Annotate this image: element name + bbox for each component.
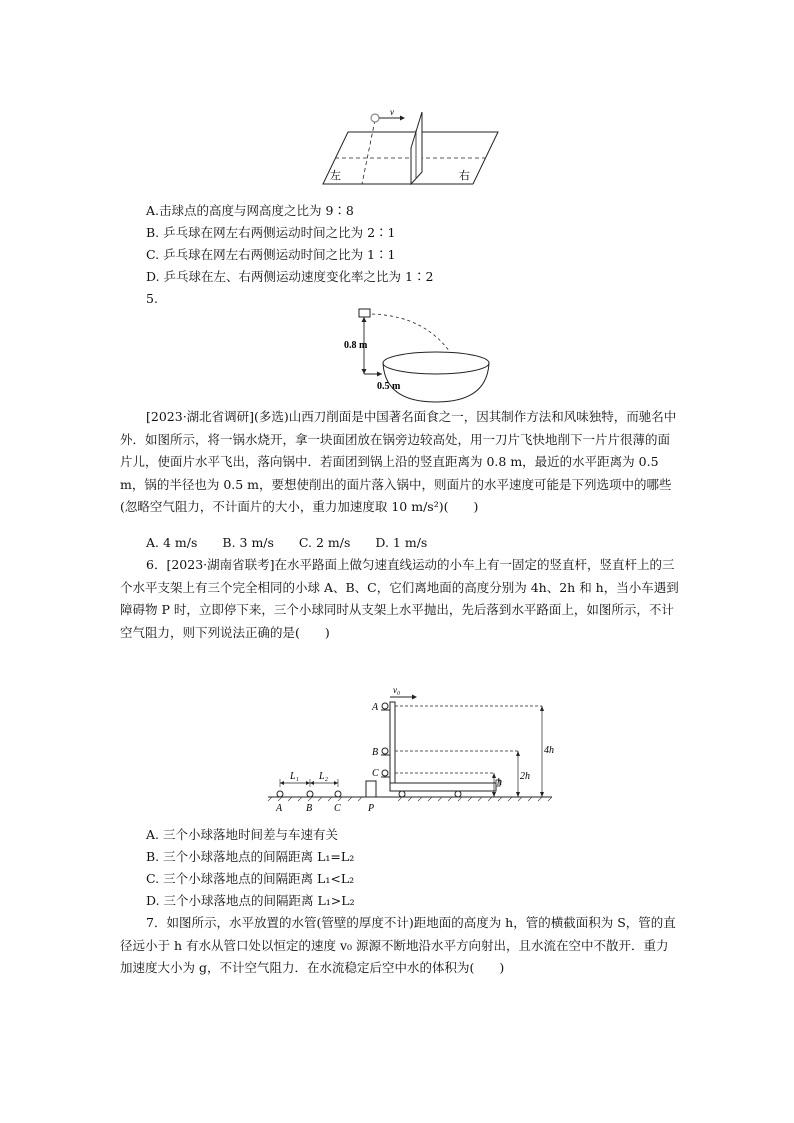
landing-label-c: C	[334, 803, 341, 814]
q6-stem: 6．[2023·湖南省联考]在水平路面上做匀速直线运动的小车上有一固定的竖直杆，竖直杆上的三个水平支架上有三个完全相同的小球 A、B、C，它们离地面的高度分别为 4h、2h 和 h，当小车遇到障碍物 P 时，立即停下来，三个小球同时从支架上水平抛出，先后落到水平路面上，如图所示，不计空气阻力，则下列说法正确的是( )	[120, 557, 679, 640]
cart-body	[390, 783, 496, 791]
ball-b	[382, 748, 388, 754]
q5-stem: [2023·湖北省调研](多选)山西刀削面是中国著名面食之一，因其制作方法和风味独特，而驰名中外．如图所示，将一锅水烧开，拿一块面团放在锅旁边较高处，用一刀片飞快地削下一片片很薄的面片儿，使面片水平飞出，落向锅中．若面团到锅上沿的竖直距离为 0.8 m，最近的水平距离为 0.5 m，锅的半径也为 0.5 m，要想使削出的面片落入锅中，则面片的水平速度可能是下列选项中的哪些(忽略空气阻力，不计面片的大小，重力加速度取 10 m/s²)( )	[120, 409, 677, 514]
q6-option-a: A. 三个小球落地时间差与车速有关	[146, 827, 338, 842]
q4-option-b: B. 乒乓球在网左右两侧运动时间之比为 2∶1	[146, 225, 396, 240]
ball-label-a: A	[372, 702, 379, 713]
q4-option-d: D. 乒乓球在左、右两侧运动速度变化率之比为 1∶2	[146, 269, 434, 284]
landing-ball-c	[335, 791, 341, 797]
obstacle-p	[366, 781, 376, 797]
ball-icon	[371, 114, 379, 122]
landing-label-b: B	[306, 803, 313, 814]
h-label: h	[497, 777, 502, 788]
ball-label-b: B	[372, 747, 379, 758]
landing-ball-a	[277, 791, 283, 797]
q6-option-d: D. 三个小球落地点的间隔距离 L₁>L₂	[146, 893, 355, 908]
ball-c	[382, 770, 388, 776]
4h-label: 4h	[544, 745, 554, 756]
q5-options: A. 4 m/s B. 3 m/s C. 2 m/s D. 1 m/s	[146, 535, 428, 550]
left-label: 左	[330, 170, 341, 182]
l1-label: L₁	[290, 771, 300, 782]
q4-option-a: A.击球点的高度与网高度之比为 9∶8	[146, 203, 354, 218]
landing-label-a: A	[276, 803, 283, 814]
obstacle-label: P	[368, 803, 375, 814]
distance-label: 0.5 m	[377, 381, 401, 392]
q4-option-c: C. 乒乓球在网左右两侧运动时间之比为 1∶1	[146, 247, 396, 262]
noodle-wok-figure	[338, 306, 498, 404]
q6-option-b: B. 三个小球落地点的间隔距离 L₁=L₂	[146, 849, 355, 864]
ball-label-c: C	[372, 768, 379, 779]
height-label: 0.8 m	[344, 340, 368, 351]
ball-a	[382, 703, 388, 709]
l2-label: L₂	[319, 771, 329, 782]
right-label: 右	[459, 170, 470, 182]
cart-balls-figure	[262, 680, 560, 815]
velocity-label: v₀	[393, 685, 401, 695]
q7-stem: 7．如图所示，水平放置的水管(管壁的厚度不计)距地面的高度为 h，管的横截面积为 S，管的直径远小于 h 有水从管口处以恒定的速度 v₀ 源源不断地沿水平方向射出，且水流在空中不散开．重力加速度大小为 g，不计空气阻力．在水流稳定后空中水的体积为( )	[120, 915, 676, 975]
2h-label: 2h	[520, 771, 530, 782]
table-tennis-figure	[318, 108, 503, 188]
landing-ball-b	[307, 791, 313, 797]
q5-number: 5.	[146, 291, 158, 306]
velocity-label: v	[390, 108, 394, 117]
q6-option-c: C. 三个小球落地点的间隔距离 L₁<L₂	[146, 871, 355, 886]
vertical-pole	[390, 702, 395, 783]
